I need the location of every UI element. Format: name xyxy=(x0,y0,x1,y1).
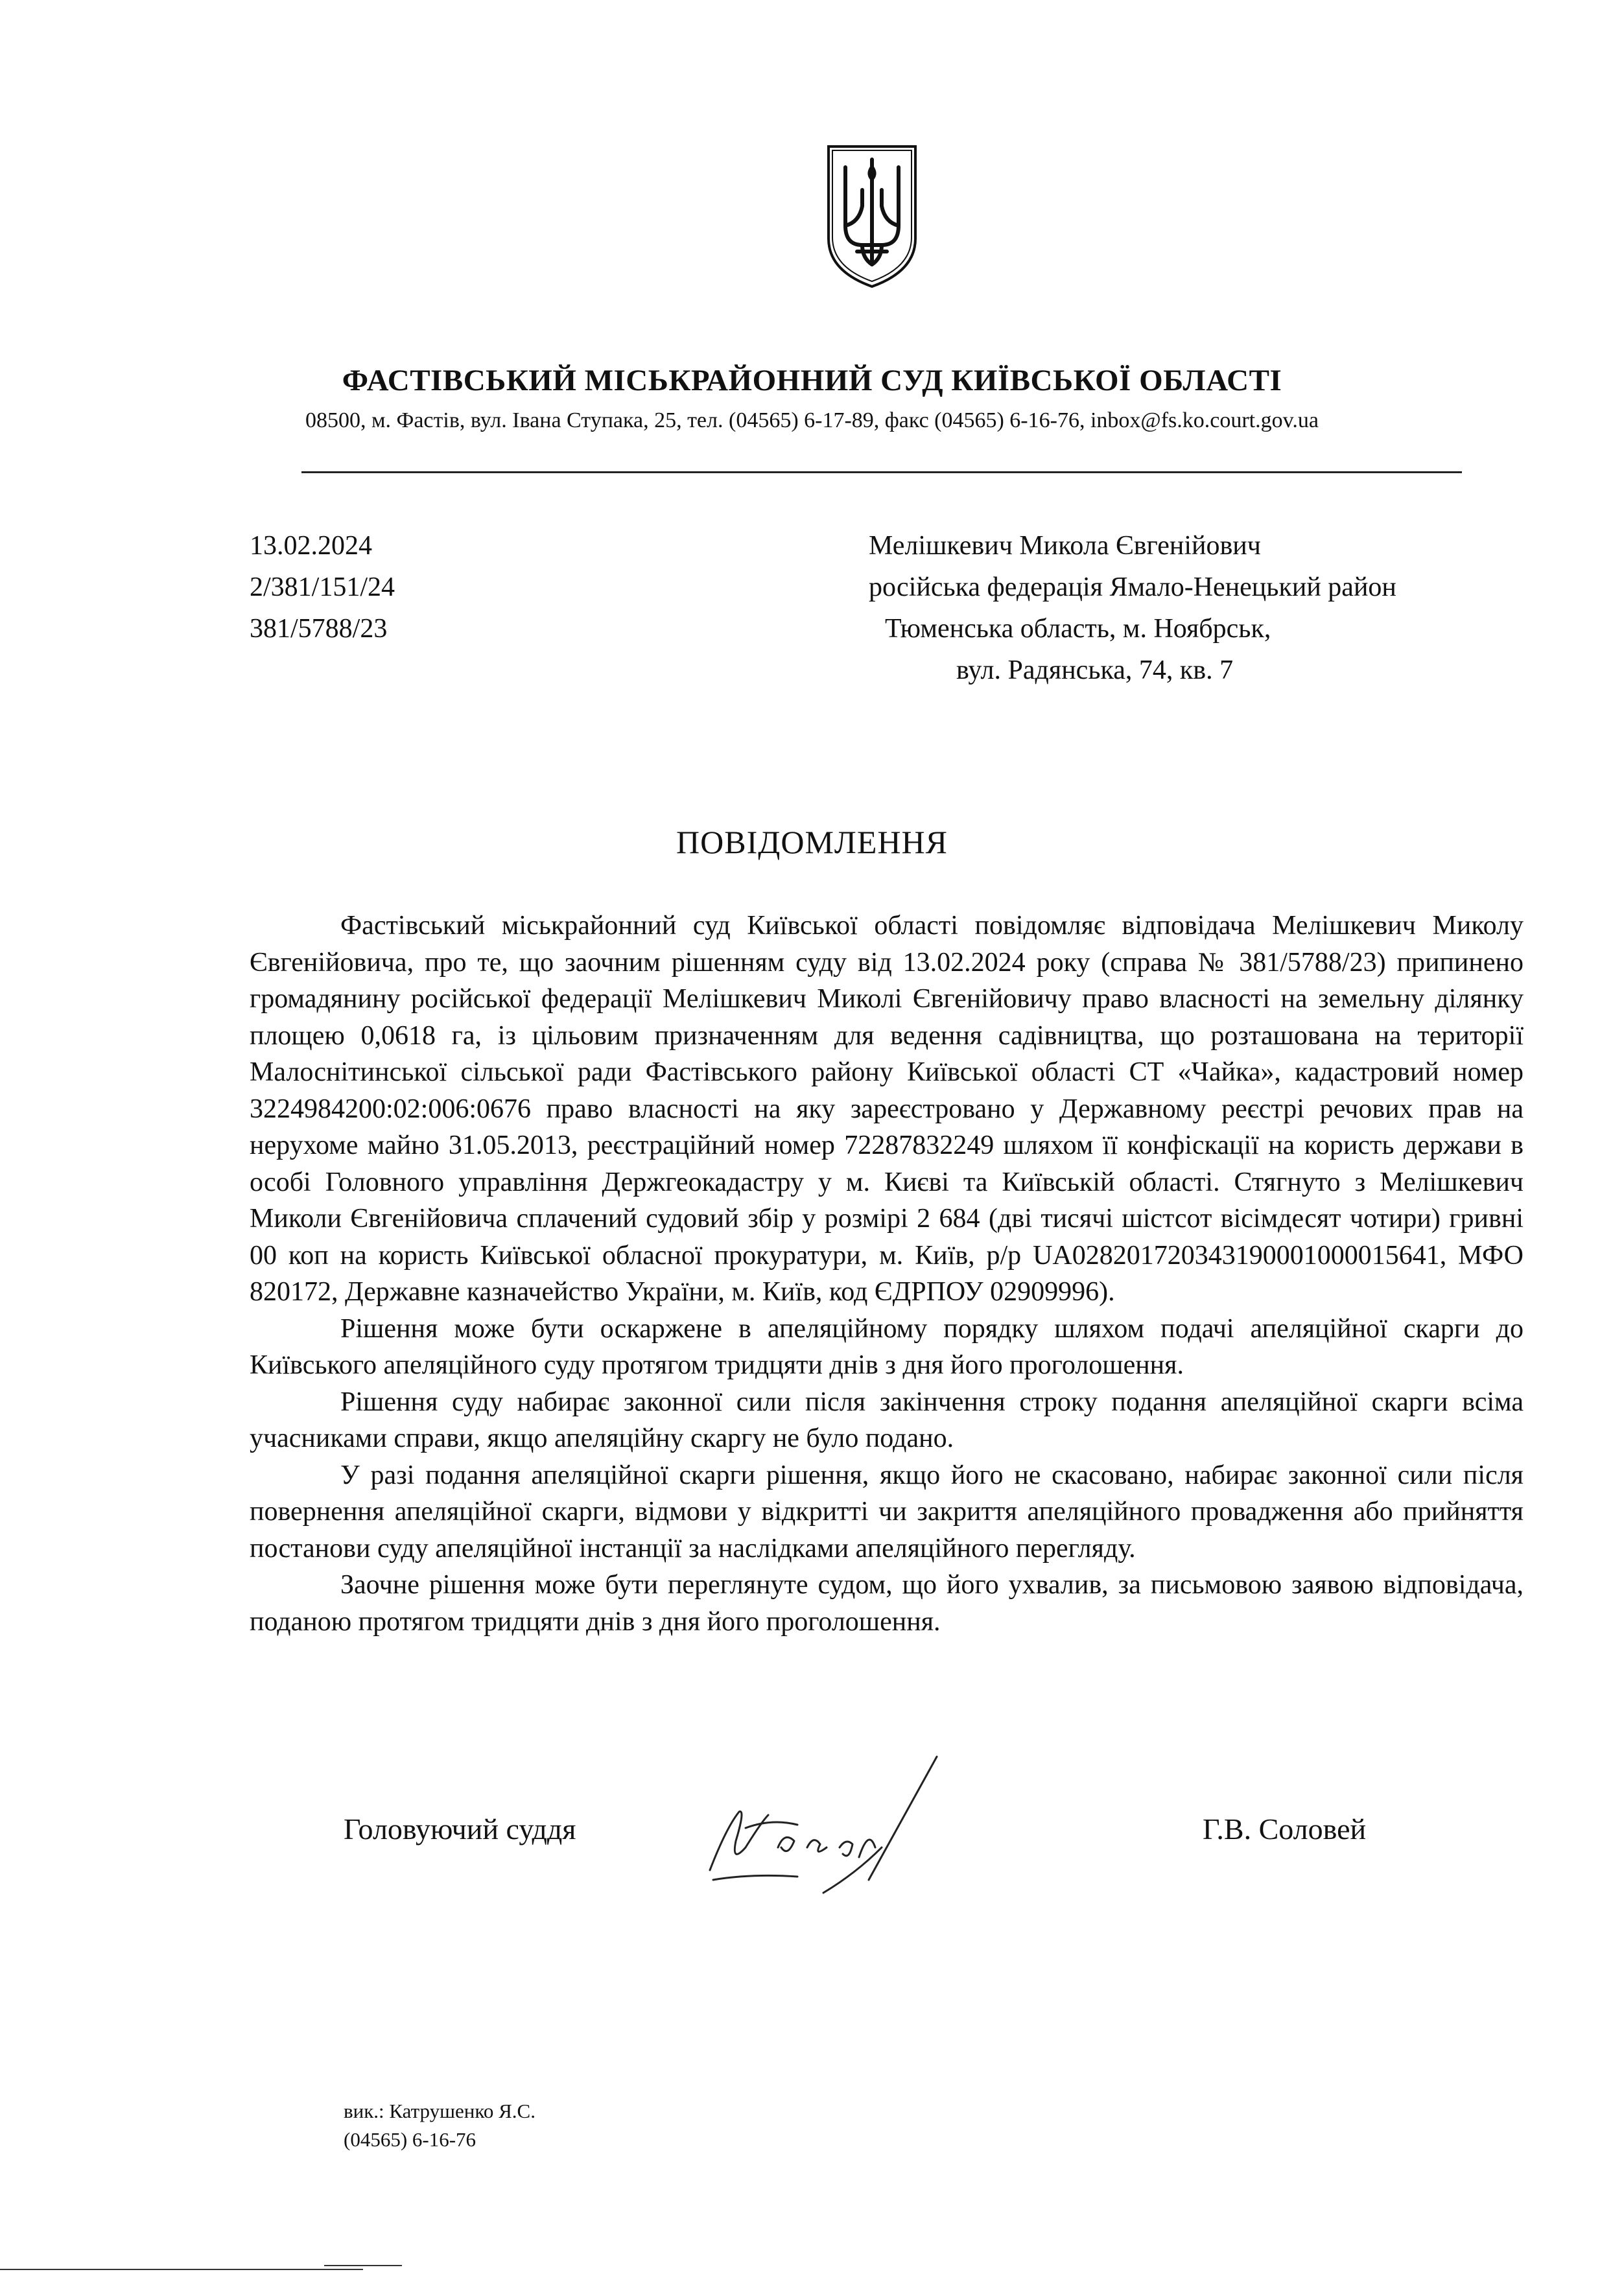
body-paragraph: Рішення суду набирає законної сили після закінчення строку подання апеляційної скарги всіма учасниками справи, якщо апеляційну скаргу не було подано. xyxy=(250,1387,1524,1453)
body-paragraph: Фастівський міськрайонний суд Київської області повідомляє відповідача Мелішкевич Миколу Євгенійовича, про те, що заочним рішенням суду від 13.02.2024 року (справа № 381/5788/23) припинено громадянину російської федерації Мелішкевич Миколі Євгенійовичу право власності на земельну ділянку площею 0,0618 га, із цільовим призначенням для ведення садівництва, що розташована на території Малоснітинської сільської ради Фастівського району Київської області СТ «Чайка», кадастровий номер 3224984200:02:006:0676 право власності на яку зареєстровано у Державному реєстрі речових прав на нерухоме майно 31.05.2013, реєстраційний номер 72287832249 шляхом її конфіскації на користь держави в особі Головного управління Держгеокадастру у м. Києві та Київській області. Стягнуто з Мелішкевич Миколи Євгенійовича сплачений судовий збір у розмірі 2 684 (дві тисячі шістсот вісімдесят чотири) гривні 00 коп на користь Київської обласної прокуратури, м. Київ, р/р UA028201720343190001000015641, МФО 820172, Державне казначейство України, м. Київ, код ЄДРПОУ 02909996). xyxy=(250,911,1524,1307)
footer-divider xyxy=(324,2265,402,2266)
body-paragraph: У разі подання апеляційної скарги рішення, якщо його не скасовано, набирає законної сили після повернення апеляційної скарги, відмови у відкритті чи закриття апеляційного провадження або прийняття постанови суду апеляційної інстанції за наслідками апеляційного перегляду. xyxy=(250,1460,1524,1564)
coat-of-arms-trident-icon xyxy=(823,141,921,290)
court-name: ФАСТІВСЬКИЙ МІСЬКРАЙОННИЙ СУД КИЇВСЬКОЇ ОБЛАСТІ xyxy=(342,364,1282,397)
executor-name: вик.: Катрушенко Я.С. xyxy=(344,2100,535,2122)
addressee-address-line: російська федерація Ямало-Ненецький район xyxy=(869,572,1396,602)
document-references xyxy=(250,525,395,650)
header-divider xyxy=(301,471,1462,473)
addressee-block xyxy=(869,525,1396,691)
footer-divider xyxy=(0,2269,363,2270)
addressee-address-line: вул. Радянська, 74, кв. 7 xyxy=(956,655,1234,685)
document-title: ПОВІДОМЛЕННЯ xyxy=(676,824,948,860)
court-address: 08500, м. Фастів, вул. Івана Ступака, 25, тел. (04565) 6-17-89, факс (04565) 6-16-76, inbox@fs.ko.court.gov.ua xyxy=(305,408,1319,432)
signatory-name: Г.В. Соловей xyxy=(1203,1812,1367,1846)
body-paragraph: Заочне рішення може бути переглянуте судом, що його ухвалив, за письмовою заявою відповідача, поданою протягом тридцяти днів з дня його проголошення. xyxy=(250,1570,1524,1637)
notice-body xyxy=(250,908,1524,1640)
outgoing-number: 2/381/151/24 xyxy=(250,572,395,602)
document-date: 13.02.2024 xyxy=(250,531,372,561)
addressee-name: Мелішкевич Микола Євгенійович xyxy=(869,531,1261,561)
case-number: 381/5788/23 xyxy=(250,614,388,644)
executor-info xyxy=(344,2097,535,2154)
addressee-address-line: Тюменська область, м. Ноябрськ, xyxy=(885,614,1271,644)
handwritten-signature xyxy=(700,1750,947,1899)
executor-phone: (04565) 6-16-76 xyxy=(344,2128,477,2151)
body-paragraph: Рішення може бути оскаржене в апеляційному порядку шляхом подачі апеляційної скарги до Київського апеляційного суду протягом тридцяти днів з дня його проголошення. xyxy=(250,1313,1524,1380)
signatory-role: Головуючий суддя xyxy=(344,1812,576,1846)
